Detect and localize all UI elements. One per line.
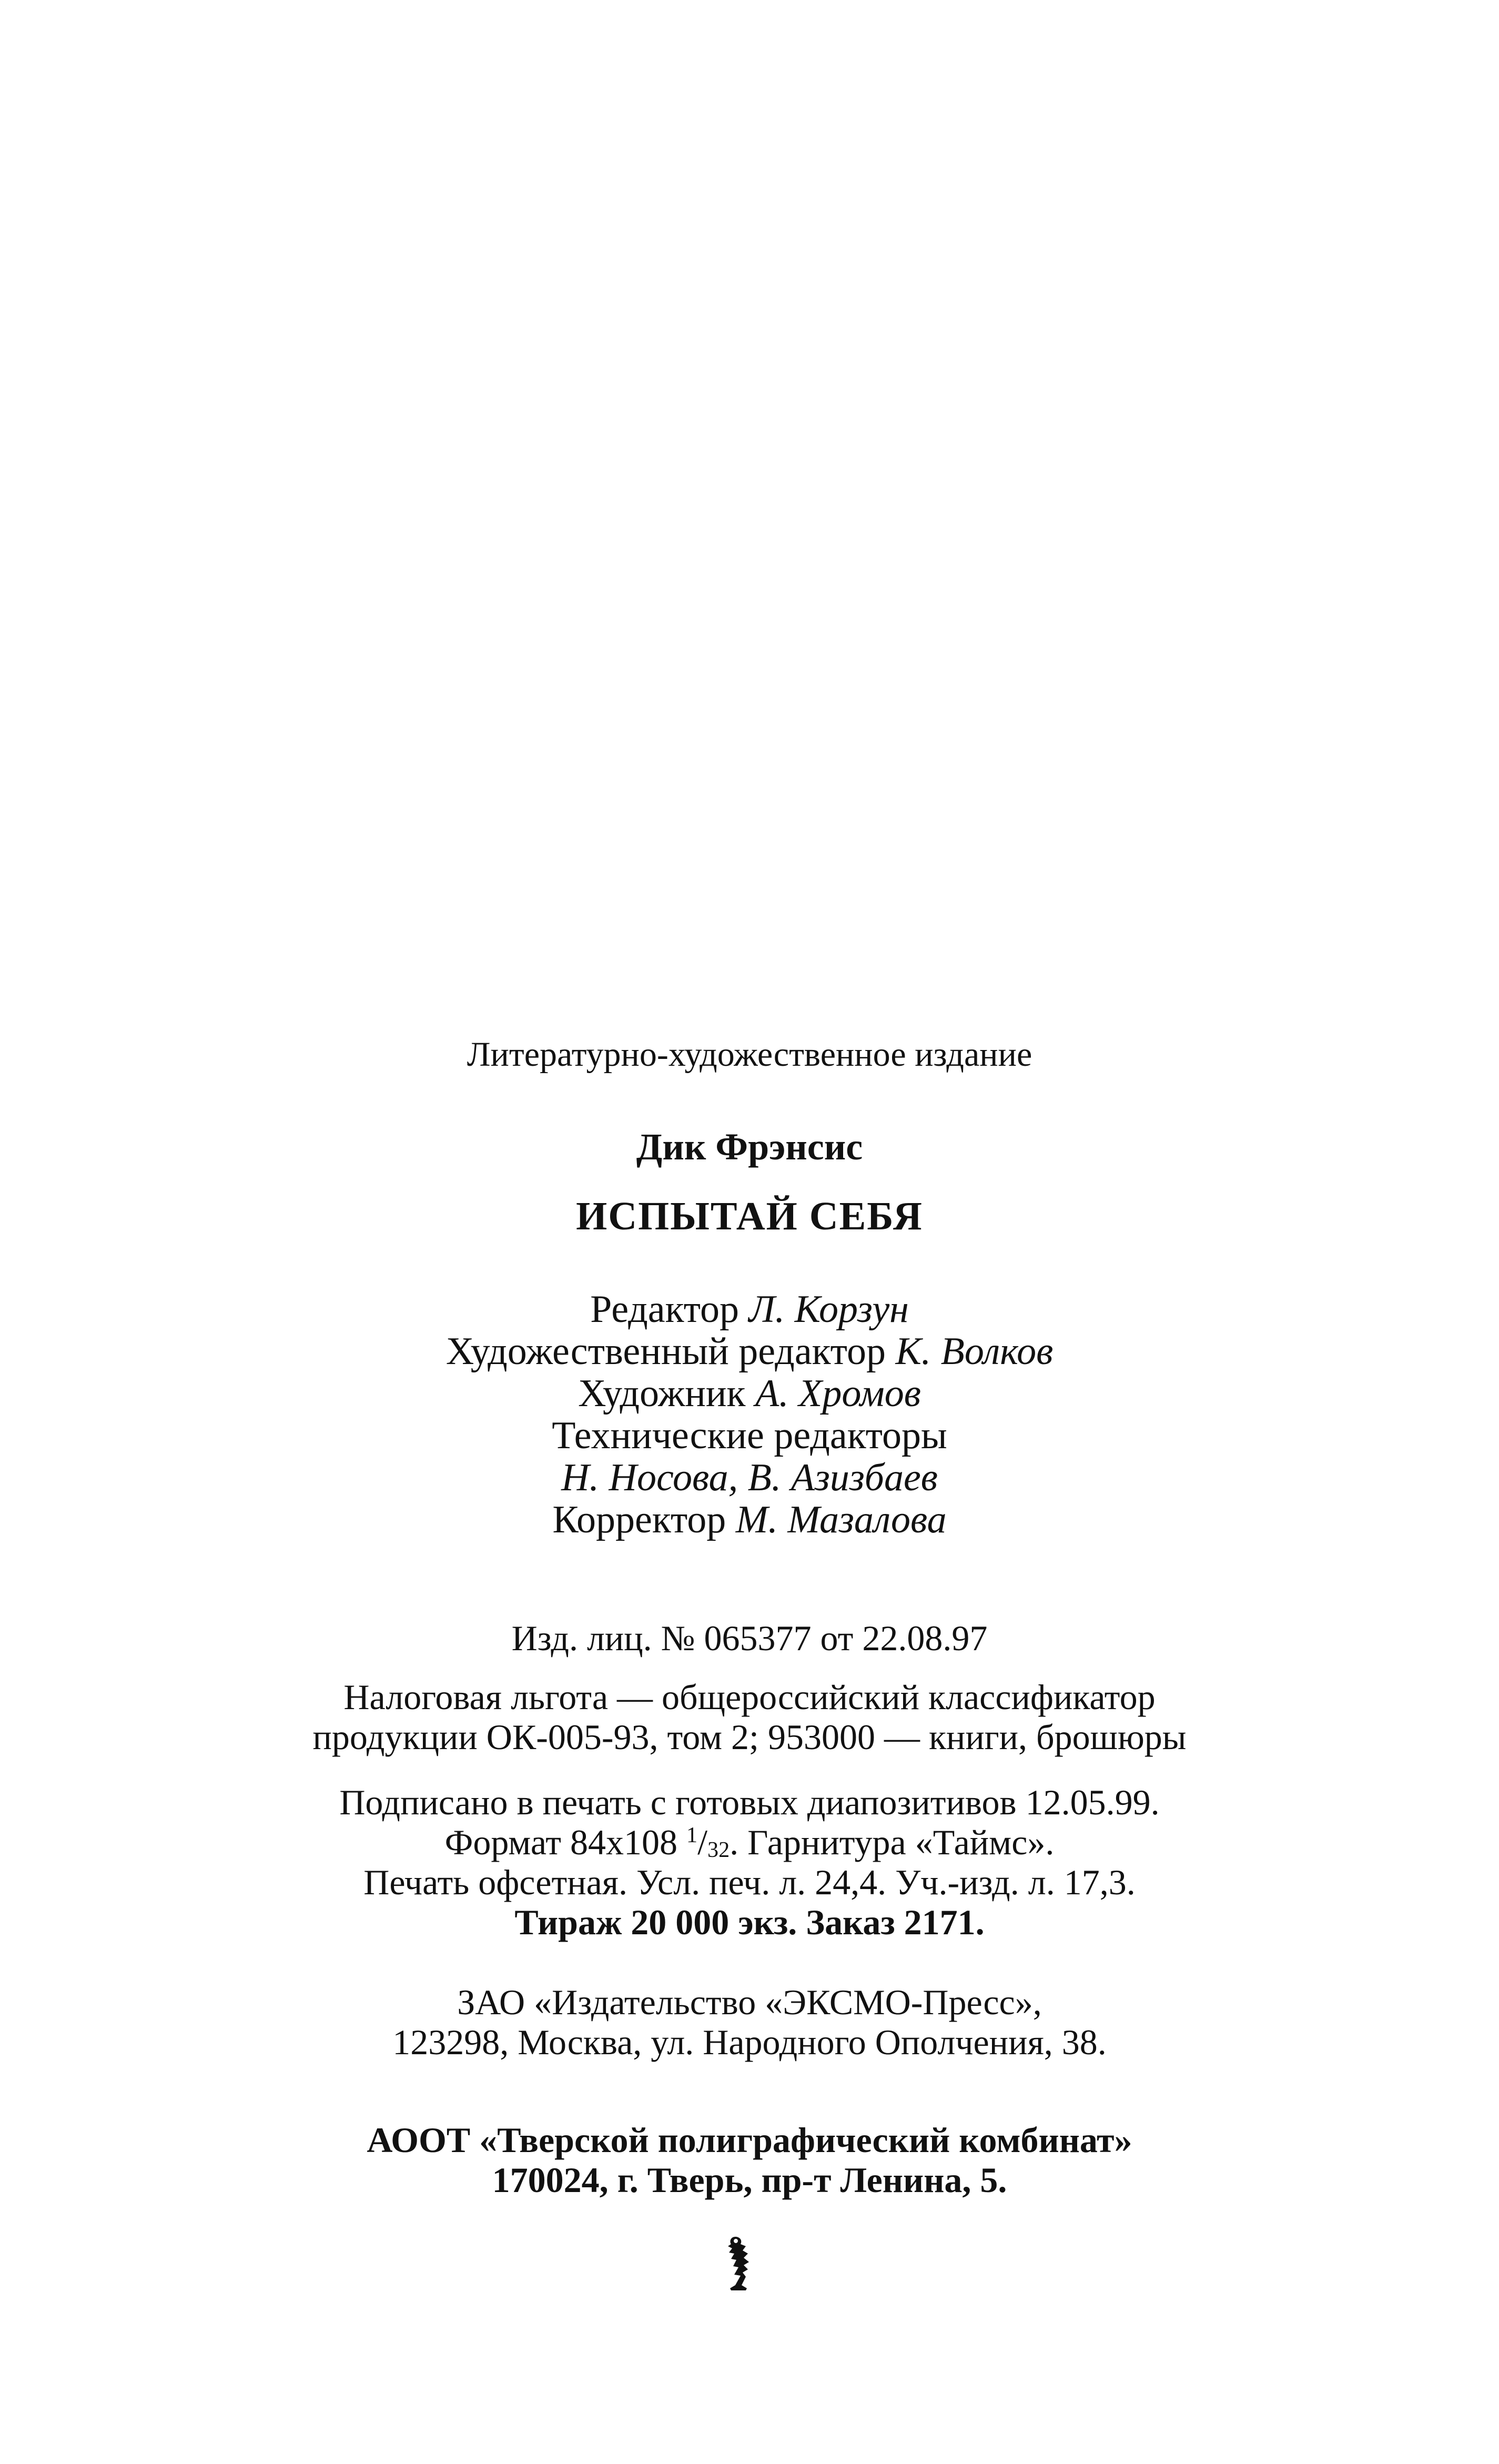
publisher-address: 123298, Москва, ул. Народного Ополчения, 38. <box>392 2022 1107 2062</box>
format-suffix: . Гарнитура «Таймс». <box>730 1822 1055 1863</box>
publisher-name: ЗАО «Издательство «ЭКСМО-Пресс», <box>457 1982 1042 2022</box>
printer-name: АООТ «Тверской полиграфический комбинат» <box>367 2120 1132 2160</box>
book-title: ИСПЫТАЙ СЕБЯ <box>576 1194 923 1238</box>
edition-type: Литературно-художественное издание <box>467 1035 1032 1074</box>
credit-role: Технические редакторы <box>552 1414 947 1457</box>
credit-person: К. Волков <box>895 1330 1054 1373</box>
format-line <box>0 1824 1499 1861</box>
signed-to-print: Подписано в печать с готовых диапозитивов 12.05.99. <box>339 1782 1160 1822</box>
credit-role: Редактор <box>590 1288 739 1331</box>
credit-person: Н. Носова, В. Азизбаев <box>561 1456 938 1499</box>
print-type: Печать офсетная. Усл. печ. л. 24,4. Уч.-изд. л. 17,3. <box>363 1862 1136 1902</box>
tax-benefit-line-1: Налоговая льгота — общероссийский классификатор <box>343 1677 1156 1717</box>
credit-person: М. Мазалова <box>735 1498 947 1541</box>
credit-person: А. Хромов <box>755 1372 921 1415</box>
author-name: Дик Фрэнсис <box>636 1126 863 1168</box>
credit-tech-editors <box>0 1416 1499 1455</box>
credit-tech-editors-names <box>0 1458 1499 1497</box>
printer-logo-icon <box>720 2235 756 2293</box>
credit-art-editor <box>0 1332 1499 1371</box>
credit-role: Художественный редактор <box>445 1330 886 1373</box>
credit-role: Художник <box>578 1372 746 1415</box>
credit-person: Л. Корзун <box>748 1288 909 1331</box>
publishing-license: Изд. лиц. № 065377 от 22.08.97 <box>511 1618 988 1658</box>
printer-address: 170024, г. Тверь, пр-т Ленина, 5. <box>492 2160 1007 2200</box>
credit-editor <box>0 1290 1499 1329</box>
credit-proofreader <box>0 1500 1499 1539</box>
format-slash: / <box>697 1822 707 1863</box>
credit-artist <box>0 1374 1499 1413</box>
tax-benefit-line-2: продукции ОК-005-93, том 2; 953000 — книги, брошюры <box>312 1717 1187 1757</box>
circulation-order: Тираж 20 000 экз. Заказ 2171. <box>514 1902 985 1942</box>
format-denominator: 32 <box>707 1837 730 1863</box>
format-numerator: 1 <box>686 1823 698 1847</box>
format-prefix: Формат 84x108 <box>444 1822 687 1863</box>
credit-role: Корректор <box>552 1498 726 1541</box>
